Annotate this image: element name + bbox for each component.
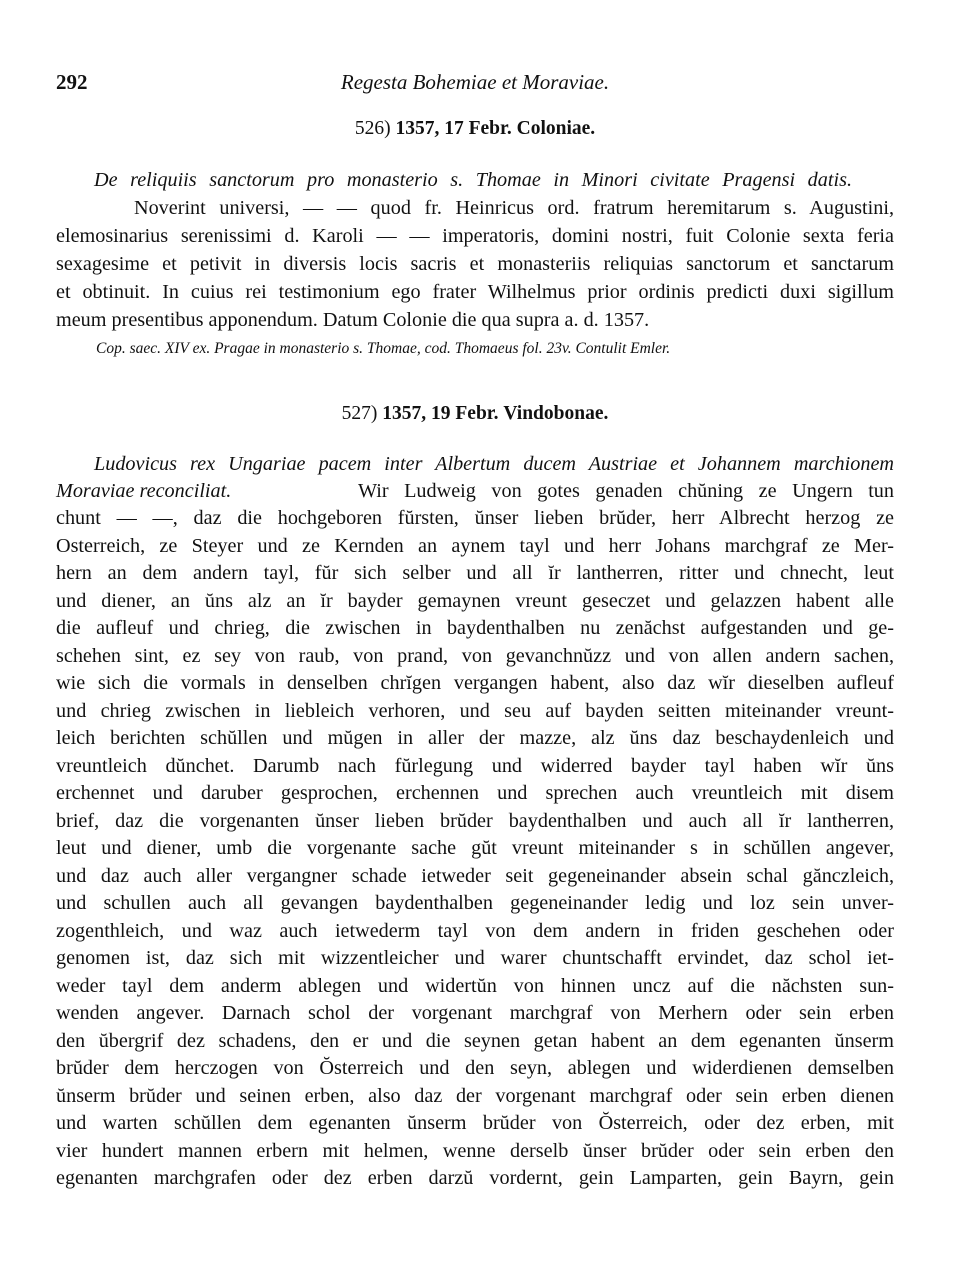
entry-date: 1357, 17 Febr.	[395, 118, 512, 139]
text-line: schehen sint, ez sey von raub, von prand, von gevanchnŭzz und von allen andern sachen,	[56, 644, 894, 667]
text-line: die aufleuf und chrieg, die zwischen in baydenthalben nu zenăchst aufgestanden und ge-	[56, 617, 894, 639]
text-line: Noverint universi, — — quod fr. Heinricus ord. fratrum heremitarum s. Augustini,	[134, 197, 894, 219]
text-line: meum presentibus apponendum. Datum Colonie die qua supra a. d. 1357.	[56, 309, 650, 331]
entry-heading-527	[56, 403, 894, 425]
entry-number: 527)	[341, 403, 378, 424]
text-line: egenanten marchgrafen oder dez erben darzŭ vordernt, gein Lamparten, gein Bayrn, gein	[56, 1167, 894, 1189]
text-line: et obtinuit. In cuius rei testimonium ego frater Wilhelmus prior ordinis predicti duxi sigillum	[56, 281, 894, 303]
page-number: 292	[56, 70, 88, 94]
text-line: genomen ist, daz sich mit wizzentleicher und warer chuntschafft ervindet, daz schol iet-	[56, 947, 894, 969]
text-line: vier hundert mannen erbern mit helmen, wenne derselb ŭnser brŭder oder sein erben den	[56, 1139, 894, 1162]
text-line: und chrieg zwischen in liebleich verhoren, und seu auf bayden seitten miteinander vreunt-	[56, 699, 894, 722]
entry-date: 1357, 19 Febr.	[382, 403, 499, 424]
entry-heading-526	[56, 118, 894, 140]
text-line: den ŭbergrif dez schadens, den er und die seynen getan habent an dem egenanten ŭnserm	[56, 1029, 894, 1052]
summary-and-text-line	[56, 477, 894, 505]
entry-summary-end: Moraviae reconciliat.	[56, 480, 232, 502]
text-line: leut und diener, umb die vorgenante sache gŭt vreunt miteinander s in schŭllen angever,	[56, 837, 894, 859]
text-line: wenden angever. Darnach schol der vorgenant marchgraf von Merhern oder sein erben	[56, 1002, 894, 1024]
text-line: und daz auch aller vergangner schade ietweder seit gegeneinander absein schal gănczleich,	[56, 864, 894, 887]
text-line: und diener, an ŭns alz an ĭr bayder gemaynen vreunt geseczet und gelazzen habent alle	[56, 589, 894, 612]
text-line: leich berichten schŭllen und mŭgen in aller der mazze, alz ŭns daz beschaydenleich und	[56, 727, 894, 749]
entry-place: Vindobonae.	[503, 403, 609, 424]
text-line: und warten schŭllen dem egenanten ŭnserm brŭder von Ŏsterreich, oder dez erben, mit	[56, 1112, 894, 1134]
running-title: Regesta Bohemiae et Moraviae.	[340, 70, 610, 94]
entry-place: Coloniae.	[516, 118, 596, 139]
text-line: erchennet und daruber gesprochen, erchennen und sprechen auch vreuntleich mit disem	[56, 782, 894, 804]
text-line: ŭnserm brŭder und seinen erben, also daz der vorgenant marchgraf oder sein erben dienen	[56, 1084, 894, 1107]
text-line: vreuntleich dŭnchet. Darumb nach fŭrlegung und widerred bayder tayl haben wĭr ŭns	[56, 754, 894, 777]
text-line: weder tayl dem anderm ablegen und widertŭn von hinnen uncz auf die năchsten sun-	[56, 974, 894, 997]
text-line: brŭder dem herczogen von Ŏsterreich und den seyn, ablegen und widerdienen demselben	[56, 1057, 894, 1079]
text-line: wie sich die vormals in denselben chrĭgen vergangen habent, also daz wĭr dieselben aufleuf	[56, 672, 894, 694]
entry-summary: Ludovicus rex Ungariae pacem inter Albertum ducem Austriae et Johannem marchionem	[94, 453, 894, 475]
running-head	[56, 70, 894, 102]
text-line: hern an dem andern tayl, fŭr sich selber und all ĭr lantherren, ritter und chnecht, leut	[56, 562, 894, 584]
text-line: Osterreich, ze Steyer und ze Kernden an aynem tayl und herr Johans marchgraf ze Mer-	[56, 534, 894, 557]
text-line: sexagesime et petivit in diversis locis sacris et monasteriis reliquias sanctorum et sanctarum	[56, 253, 894, 275]
text-line: chunt — —, daz die hochgeboren fŭrsten, ŭnser lieben brŭder, herr Albrecht herzog ze	[56, 507, 894, 529]
text-line: und schullen auch all gevangen baydenthalben gegeneinander ledig und loz sein unver-	[56, 892, 894, 914]
entry-summary: De reliquiis sanctorum pro monasterio s. Thomae in Minori civitate Pragensi datis.	[94, 169, 852, 191]
text-line: zogenthleich, und waz auch ietwederm tayl von dem andern in friden geschehen oder	[56, 919, 894, 942]
text-line-start: Wir Ludweig von gotes genaden chŭning ze Ungern tun	[358, 480, 894, 502]
text-line: elemosinarius serenissimi d. Karoli — — imperatoris, domini nostri, fuit Colonie sexta feria	[56, 225, 894, 247]
text-line: brief, daz die vorgenanten ŭnser lieben brŭder baydenthalben und auch all ĭr lantherren,	[56, 809, 894, 832]
entry-number: 526)	[354, 118, 391, 139]
source-note: Cop. saec. XIV ex. Pragae in monasterio s. Thomae, cod. Thomaeus fol. 23v. Contulit Emler.	[96, 340, 671, 357]
